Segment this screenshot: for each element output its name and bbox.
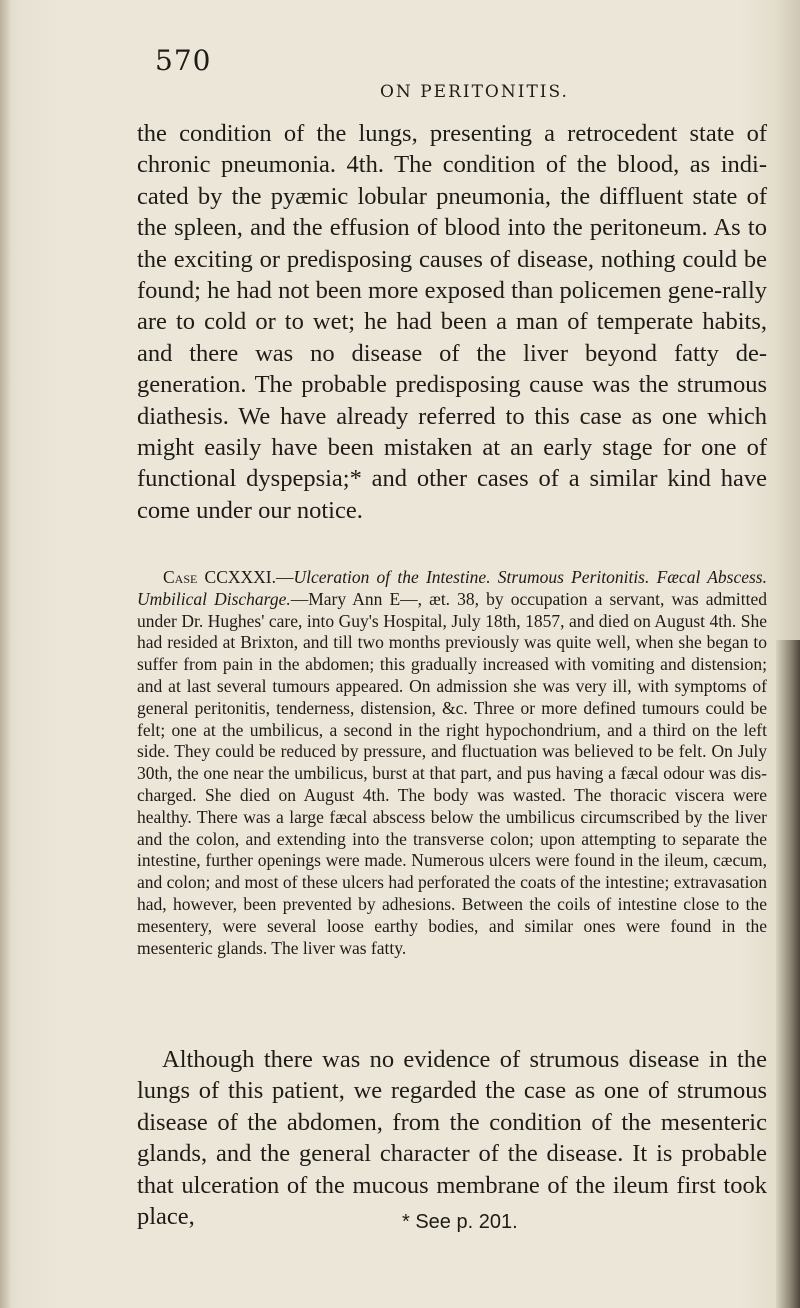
paragraph-2: Although there was no evidence of strumous disease in the lungs of this patient, we regarded the case as one of strumous disease of the abdomen, from the condition of the mesenteric glands, and the general character of the disease. It is probable that ulceration of the mucous membrane of the ileum first took place,: [137, 1046, 767, 1231]
case-heading: Case CCXXXI.: [163, 567, 277, 587]
case-dash: —: [276, 567, 294, 587]
page-number: 570: [155, 44, 212, 77]
page-left-edge-shadow: [0, 0, 10, 1308]
page-right-edge-shadow: [776, 640, 800, 1308]
case-title: Ulceration of the Intestine. Strumous Peritonitis. Fæcal Abscess. Umbilical Discharge.: [137, 567, 767, 609]
case-report: [137, 567, 767, 959]
running-head: ON PERITONITIS.: [380, 82, 569, 102]
paragraph-1: the condition of the lungs, presenting a retrocedent state of chronic pneumonia. 4th. The condition of the blood, as indi-cated by the pyæmic lobular pneumonia, the diffluent state of the spleen, and the effusion of blood into the peritoneum. As to the exciting or predisposing causes of disease, nothing could be found; he had not been more exposed than policemen gene-rally are to cold or to wet; he had been a man of temperate habits, and there was no disease of the liver beyond fatty de-generation. The probable predisposing cause was the strumous diathesis. We have already referred to this case as one which might easily have been mistaken at an early stage for one of functional dyspepsia;* and other cases of a similar kind have come under our notice.: [137, 120, 767, 524]
footnote: * See p. 201.: [402, 1211, 518, 1233]
case-body: —Mary Ann E—, æt. 38, by occupation a servant, was admitted under Dr. Hughes' care, into Guy's Hospital, July 18th, 1857, and died on August 4th. She had resided at Brixton, and till two months previously was quite well, when she began to suffer from pain in the abdomen; this gradually increased with vomiting and distension; and at last several tumours appeared. On admission she was very ill, with symptoms of general peritonitis, tenderness, distension, &c. Three or more defined tumours could be felt; one at the umbilicus, a second in the right hypochondrium, and a third on the left side. They could be reduced by pressure, and fluctuation was believed to be felt. On July 30th, the one near the umbilicus, burst at that part, and pus having a fæcal odour was dis-charged. She died on August 4th. The body was wasted. The thoracic viscera were healthy. There was a large fæcal abscess below the umbilicus circumscribed by the liver and the colon, and extending into the transverse colon; upon attempting to separate the intestine, further openings were made. Numerous ulcers were found in the ileum, cæcum, and colon; and most of these ulcers had perforated the coats of the intestine; extravasation had, however, been prevented by adhesions. Between the coils of intestine close to the mesentery, were several loose earthy bodies, and similar ones were found in the mesenteric glands. The liver was fatty.: [137, 588, 767, 958]
